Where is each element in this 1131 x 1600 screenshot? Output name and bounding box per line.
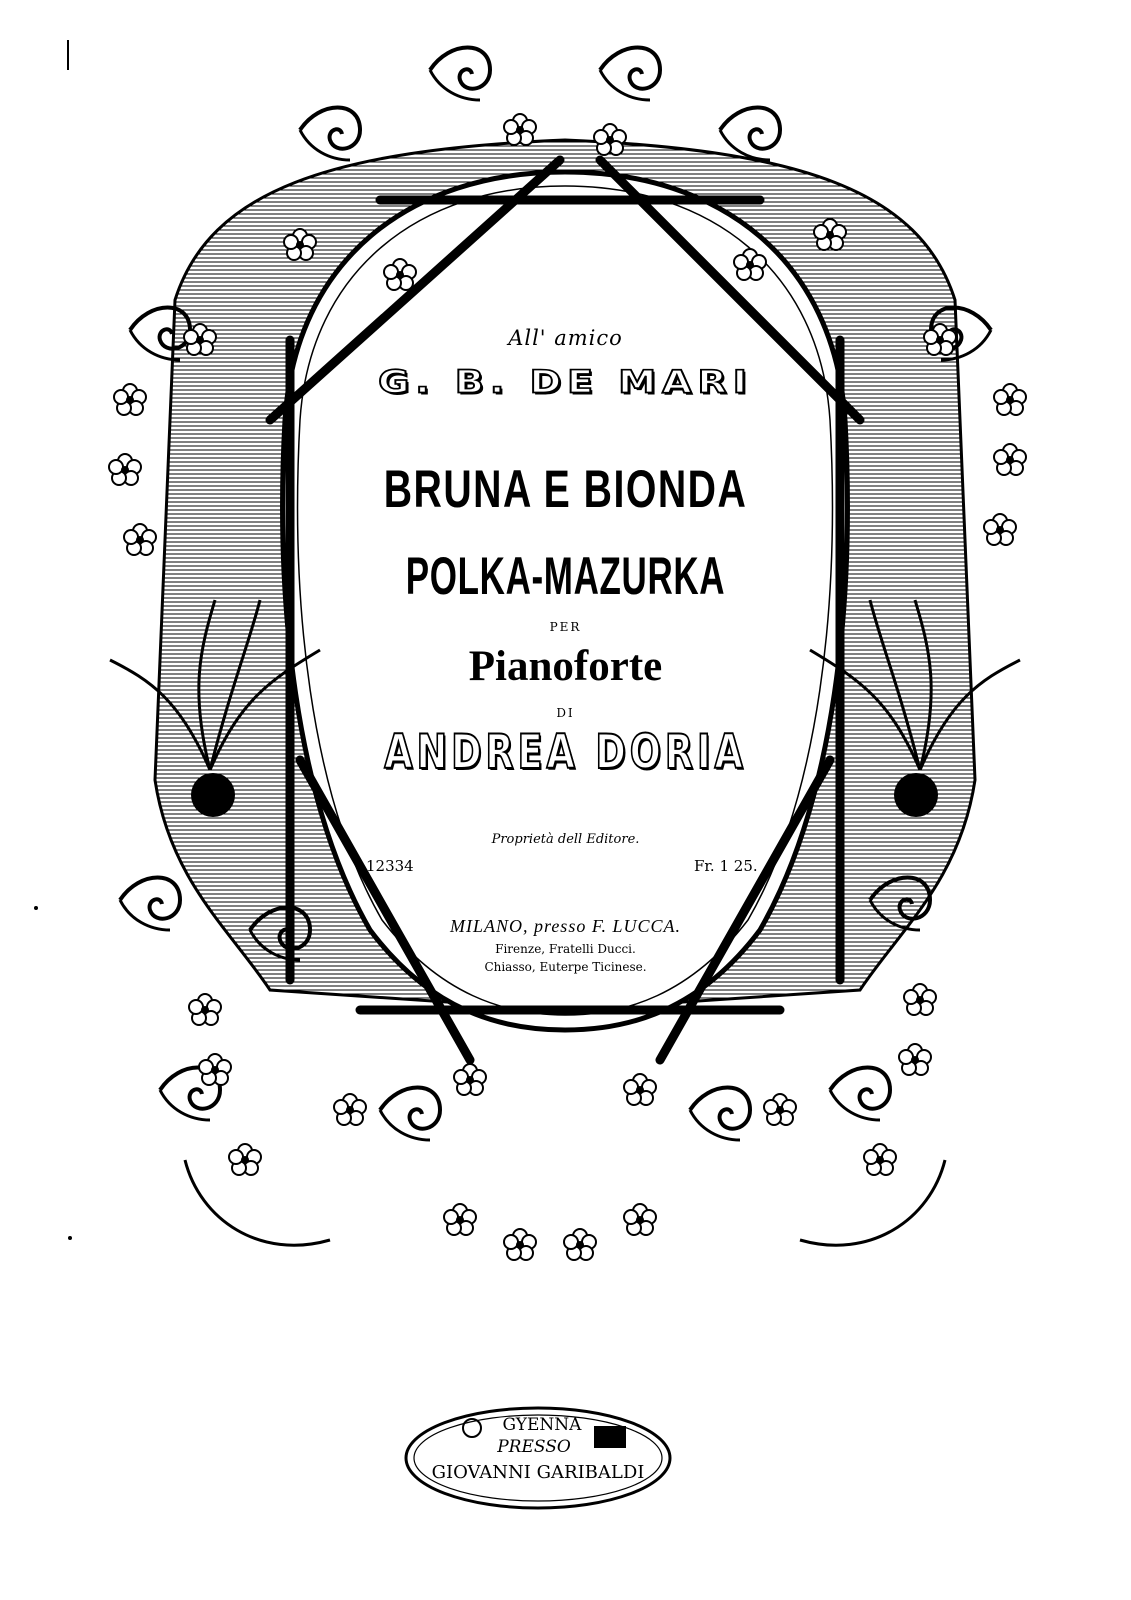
rights-notice: Proprietà dell Editore. <box>491 832 640 847</box>
stamp-line: PRESSO <box>497 1437 571 1457</box>
publisher: MILANO, presso F. LUCCA. <box>449 916 682 936</box>
dedication-line: All' amico <box>508 326 623 350</box>
composer-name: ANDREA DORIA <box>384 725 747 780</box>
stamp-line: GIOVANNI GARIBALDI <box>431 1462 645 1483</box>
plate-number: 12334 <box>366 857 414 875</box>
library-stamp <box>402 1404 674 1512</box>
title: BRUNA E BIONDA <box>383 460 748 519</box>
per-label: PER <box>549 620 582 634</box>
stamp-mark <box>594 1426 626 1448</box>
price: Fr. 1 25. <box>694 857 758 875</box>
dedicatee-name: G. B. DE MARI <box>378 363 753 401</box>
publisher-branch: Chiasso, Euterpe Ticinese. <box>484 960 647 974</box>
instrument: Pianoforte <box>468 643 663 690</box>
publisher-branch: Firenze, Fratelli Ducci. <box>495 942 636 956</box>
subtitle: POLKA-MAZURKA <box>405 547 726 606</box>
stamp-line: GYENNA <box>502 1415 582 1435</box>
di-label: DI <box>556 706 575 720</box>
